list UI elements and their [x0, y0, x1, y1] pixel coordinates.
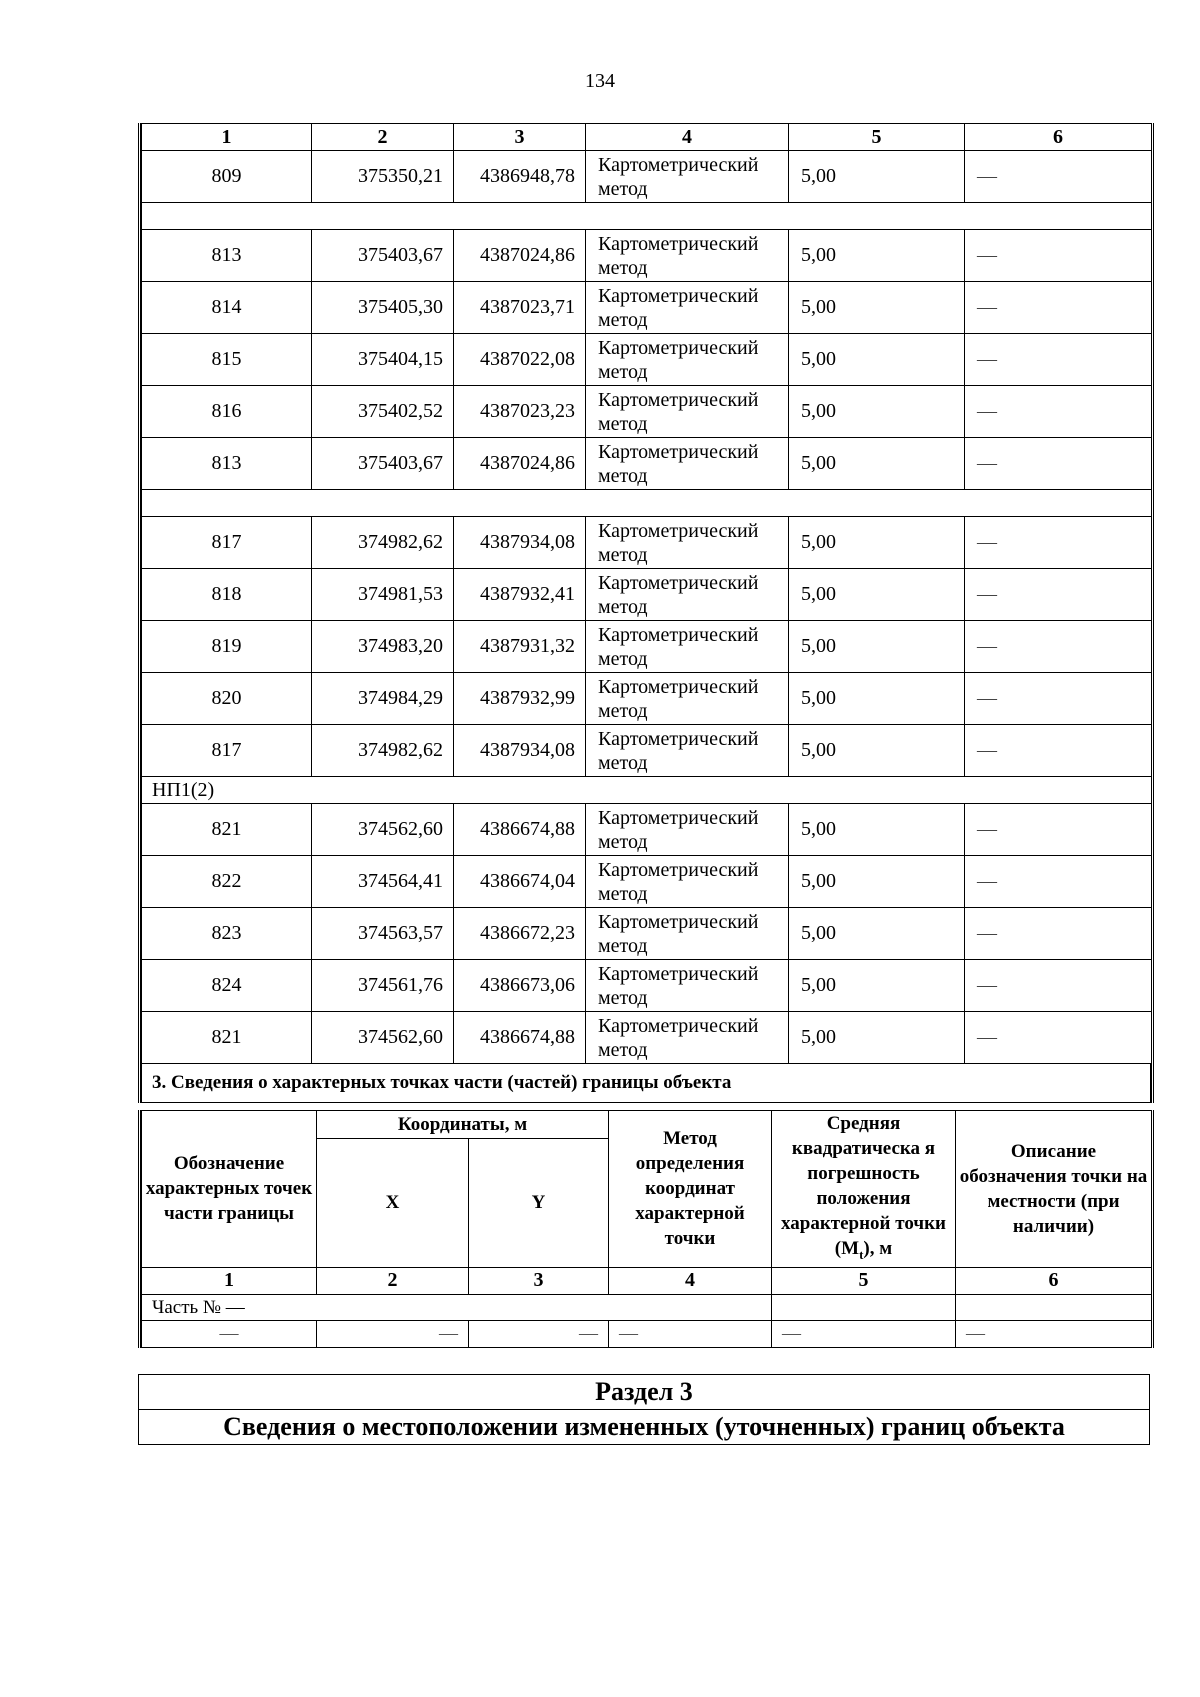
y-coordinate: 4387931,32: [454, 621, 586, 673]
description-cell: —: [965, 856, 1152, 908]
table-row: [142, 151, 1152, 203]
method-cell: Картометрический метод: [586, 673, 789, 725]
razdel-block: [138, 1374, 1150, 1445]
error-value: 5,00: [789, 569, 965, 621]
section3-table: [141, 1110, 1152, 1348]
y-coordinate: 4387024,86: [454, 230, 586, 282]
col-header-error: Средняя квадратическа я погрешность положения характерной точки $(M_t)$, м: [772, 1111, 956, 1268]
col-header-x: X: [317, 1139, 469, 1268]
separator-row: [142, 490, 1152, 517]
razdel-title: Раздел 3: [139, 1375, 1149, 1410]
y-coordinate: 4387934,08: [454, 517, 586, 569]
description-cell: —: [965, 151, 1152, 203]
point-number: 813: [142, 438, 312, 490]
col-header-coords: Координаты, м: [317, 1111, 609, 1139]
error-value: 5,00: [789, 438, 965, 490]
column-number-row: [142, 124, 1152, 151]
point-number: 820: [142, 673, 312, 725]
section3-title: 3. Сведения о характерных точках части (частей) границы объекта: [141, 1064, 1151, 1103]
error-value: 5,00: [789, 517, 965, 569]
method-cell: Картометрический метод: [586, 960, 789, 1012]
x-coordinate: 375403,67: [312, 230, 454, 282]
method-cell: Картометрический метод: [586, 1012, 789, 1064]
col-header-y: Y: [469, 1139, 609, 1268]
point-number: 817: [142, 725, 312, 777]
table-row: [142, 960, 1152, 1012]
column-number: 4: [609, 1267, 772, 1294]
method-cell: Картометрический метод: [586, 230, 789, 282]
table-row: [142, 334, 1152, 386]
column-number: 6: [965, 124, 1152, 151]
method-cell: Картометрический метод: [586, 908, 789, 960]
description-cell: —: [965, 908, 1152, 960]
group-label: НП1(2): [142, 777, 1152, 804]
column-number: 1: [142, 124, 312, 151]
point-number: 823: [142, 908, 312, 960]
y-coordinate: 4386672,23: [454, 908, 586, 960]
point-number: 814: [142, 282, 312, 334]
x-coordinate: 374563,57: [312, 908, 454, 960]
description-cell: —: [965, 386, 1152, 438]
error-value: 5,00: [789, 386, 965, 438]
y-coordinate: 4387932,99: [454, 673, 586, 725]
y-coordinate: 4386674,04: [454, 856, 586, 908]
part-label: Часть № —: [142, 1294, 772, 1320]
error-value: 5,00: [789, 334, 965, 386]
table-row: [142, 804, 1152, 856]
description-cell: —: [965, 621, 1152, 673]
x-coordinate: 374982,62: [312, 725, 454, 777]
method-cell: Картометрический метод: [586, 151, 789, 203]
point-number: 819: [142, 621, 312, 673]
empty-cell: —: [609, 1320, 772, 1347]
point-number: 816: [142, 386, 312, 438]
method-cell: Картометрический метод: [586, 282, 789, 334]
coordinates-table-frame: [138, 123, 1154, 1103]
point-number: 821: [142, 804, 312, 856]
error-value: 5,00: [789, 725, 965, 777]
table-row: [142, 1012, 1152, 1064]
column-number: 6: [956, 1267, 1152, 1294]
method-cell: Картометрический метод: [586, 725, 789, 777]
method-cell: Картометрический метод: [586, 438, 789, 490]
x-coordinate: 375405,30: [312, 282, 454, 334]
separator-row: [142, 203, 1152, 230]
y-coordinate: 4387023,23: [454, 386, 586, 438]
error-value: 5,00: [789, 621, 965, 673]
description-cell: —: [965, 517, 1152, 569]
column-number: 1: [142, 1267, 317, 1294]
column-number: 3: [454, 124, 586, 151]
point-number: 818: [142, 569, 312, 621]
method-cell: Картометрический метод: [586, 517, 789, 569]
method-cell: Картометрический метод: [586, 804, 789, 856]
y-coordinate: 4387024,86: [454, 438, 586, 490]
razdel-subtitle: Сведения о местоположении измененных (уточненных) границ объекта: [223, 1412, 1065, 1441]
point-number: 824: [142, 960, 312, 1012]
table-row: [142, 621, 1152, 673]
empty-cell: —: [956, 1320, 1152, 1347]
x-coordinate: 375350,21: [312, 151, 454, 203]
error-value: 5,00: [789, 673, 965, 725]
x-coordinate: 375403,67: [312, 438, 454, 490]
y-coordinate: 4387022,08: [454, 334, 586, 386]
column-number: 5: [772, 1267, 956, 1294]
col-header-point: Обозначение характерных точек части границы: [142, 1111, 317, 1268]
description-cell: —: [965, 1012, 1152, 1064]
point-number: 809: [142, 151, 312, 203]
description-cell: —: [965, 569, 1152, 621]
method-cell: Картометрический метод: [586, 386, 789, 438]
x-coordinate: 374561,76: [312, 960, 454, 1012]
table-row: [142, 569, 1152, 621]
table-row: [142, 673, 1152, 725]
column-number: 5: [789, 124, 965, 151]
x-coordinate: 375404,15: [312, 334, 454, 386]
point-number: 822: [142, 856, 312, 908]
table-row: [142, 856, 1152, 908]
y-coordinate: 4386673,06: [454, 960, 586, 1012]
table-row: [142, 725, 1152, 777]
error-value: 5,00: [789, 804, 965, 856]
table-row: [142, 282, 1152, 334]
empty-cell: —: [142, 1320, 317, 1347]
error-value: 5,00: [789, 282, 965, 334]
column-number: 2: [312, 124, 454, 151]
error-value: 5,00: [789, 908, 965, 960]
empty-cell: —: [317, 1320, 469, 1347]
description-cell: —: [965, 438, 1152, 490]
table-row: [142, 908, 1152, 960]
x-coordinate: 374983,20: [312, 621, 454, 673]
description-cell: —: [965, 725, 1152, 777]
description-cell: —: [965, 282, 1152, 334]
section3-table-frame: [138, 1110, 1154, 1348]
point-number: 821: [142, 1012, 312, 1064]
error-value: 5,00: [789, 960, 965, 1012]
method-cell: Картометрический метод: [586, 621, 789, 673]
method-cell: Картометрический метод: [586, 334, 789, 386]
x-coordinate: 374564,41: [312, 856, 454, 908]
table-row: [142, 386, 1152, 438]
y-coordinate: 4386674,88: [454, 804, 586, 856]
method-cell: Картометрический метод: [586, 856, 789, 908]
description-cell: —: [965, 960, 1152, 1012]
x-coordinate: 374981,53: [312, 569, 454, 621]
column-number: 2: [317, 1267, 469, 1294]
description-cell: —: [965, 230, 1152, 282]
y-coordinate: 4387934,08: [454, 725, 586, 777]
x-coordinate: 374562,60: [312, 804, 454, 856]
page-number: 134: [585, 70, 615, 92]
description-cell: —: [965, 804, 1152, 856]
error-value: 5,00: [789, 856, 965, 908]
error-value: 5,00: [789, 151, 965, 203]
point-number: 817: [142, 517, 312, 569]
y-coordinate: 4386948,78: [454, 151, 586, 203]
x-coordinate: 374562,60: [312, 1012, 454, 1064]
col-header-description: Описание обозначения точки на местности (при наличии): [956, 1111, 1152, 1268]
y-coordinate: 4386674,88: [454, 1012, 586, 1064]
x-coordinate: 375402,52: [312, 386, 454, 438]
column-number: 4: [586, 124, 789, 151]
point-number: 815: [142, 334, 312, 386]
description-cell: —: [965, 673, 1152, 725]
error-value: 5,00: [789, 230, 965, 282]
point-number: 813: [142, 230, 312, 282]
table-row: [142, 230, 1152, 282]
empty-cell: —: [469, 1320, 609, 1347]
description-cell: —: [965, 334, 1152, 386]
x-coordinate: 374982,62: [312, 517, 454, 569]
error-value: 5,00: [789, 1012, 965, 1064]
table-row: [142, 438, 1152, 490]
table-row: [142, 517, 1152, 569]
empty-cell: —: [772, 1320, 956, 1347]
col-header-method: Метод определения координат характерной точки: [609, 1111, 772, 1268]
y-coordinate: 4387932,41: [454, 569, 586, 621]
coordinates-table: [141, 123, 1152, 1064]
y-coordinate: 4387023,71: [454, 282, 586, 334]
method-cell: Картометрический метод: [586, 569, 789, 621]
column-number: 3: [469, 1267, 609, 1294]
x-coordinate: 374984,29: [312, 673, 454, 725]
